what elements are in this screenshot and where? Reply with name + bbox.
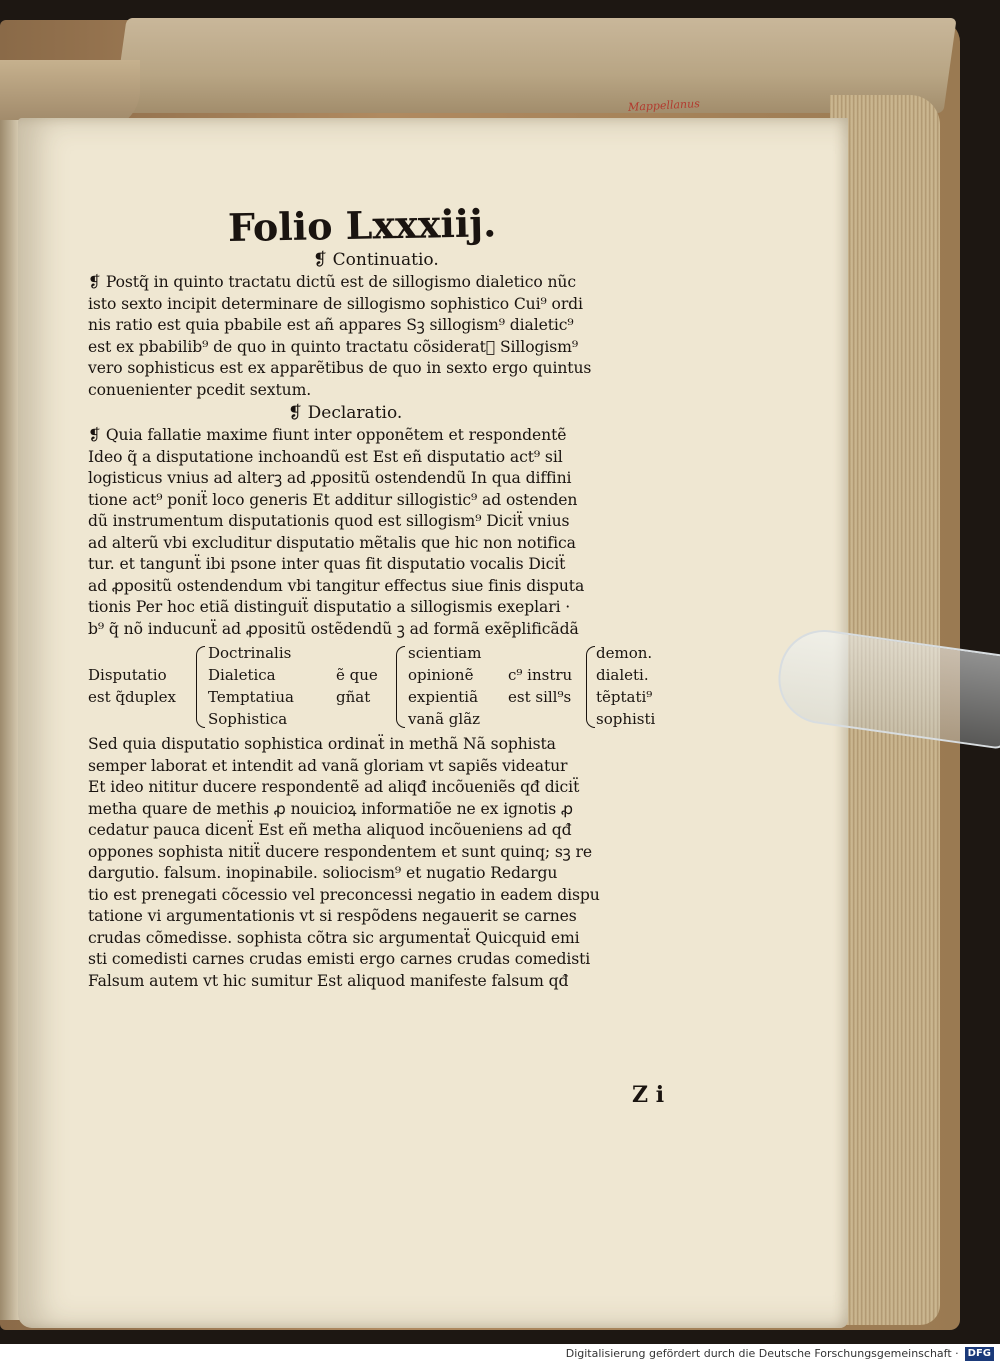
text-line: ad ꝓpositũ ostendendum vbi tangitur effectus siue finis disputa bbox=[88, 576, 585, 595]
diagram-label: sophisti bbox=[596, 710, 656, 728]
text-line: tur. et tangunẗ ibi psone inter quas fit disputatio vocalis Diciẗ bbox=[88, 555, 566, 573]
text-line: ❡ Postq̃ in quinto tractatu dictũ est de sillogismo dialetico nũc bbox=[88, 273, 576, 291]
text-line: sti comedisti carnes crudas emisti ergo carnes crudas comedisti bbox=[88, 950, 591, 968]
text-line: tione act⁹ poniẗ loco generis Et additur sillogistic⁹ ad ostenden bbox=[88, 490, 578, 509]
diagram-label: Disputatio bbox=[88, 666, 167, 684]
diagram-label: Doctrinalis bbox=[208, 644, 292, 662]
text-line: nis ratio est quia pbabile est añ appares Sꝫ sillogism⁹ dialetic⁹ bbox=[88, 316, 574, 334]
signature-mark: Z i bbox=[632, 1082, 665, 1108]
body-paragraph bbox=[88, 734, 688, 992]
text-line: logisticus vnius ad alterꝫ ad ꝓpositũ ostendendũ In qua diffini bbox=[88, 469, 572, 487]
heading-declaratio: ❡ Declaratio. bbox=[288, 403, 403, 423]
text-line: Sed quia disputatio sophistica ordinaẗ in methã Nã sophista bbox=[88, 735, 556, 753]
diagram-label: gñat bbox=[336, 688, 371, 706]
diagram-brace bbox=[586, 646, 595, 728]
text-line: dargutio. falsum. inopinabile. soliocism⁹ et nugatio Redargu bbox=[88, 864, 558, 882]
diagram-label: demon. bbox=[596, 644, 653, 662]
footer-credit: Digitalisierung gefördert durch die Deutsche Forschungsgemeinschaft · bbox=[565, 1347, 959, 1360]
diagram-label: ẽ que bbox=[336, 666, 378, 684]
diagram-label: opinionẽ bbox=[408, 666, 474, 684]
text-line: tionis Per hoc etiã distinguiẗ disputatio a sillogismis exeplari · bbox=[88, 598, 571, 616]
diagram-label: est q̃duplex bbox=[88, 688, 176, 706]
diagram-label: c⁹ instru bbox=[508, 666, 573, 684]
text-line: vero sophisticus est ex apparẽtibus de quo in sexto ergo quintus bbox=[88, 359, 592, 377]
text-line: est ex pbabilib⁹ de quo in quinto tractatu cõsideratᷓ Sillogism⁹ bbox=[88, 337, 578, 356]
text-line: Et ideo nititur ducere respondentẽ ad aliqđ incõueniẽs qđ diciẗ bbox=[88, 778, 580, 796]
diagram-label: Dialetica bbox=[208, 666, 276, 684]
dfg-logo: DFG bbox=[965, 1347, 994, 1361]
text-line: cedatur pauca dicenẗ Est eñ metha aliquod incõueniens ad qđ bbox=[88, 821, 572, 839]
text-line: crudas cõmedisse. sophista cõtra sic argumentaẗ Quicquid emi bbox=[88, 928, 580, 947]
disputatio-diagram bbox=[88, 642, 688, 732]
text-line: Falsum autem vt hic sumitur Est aliquod manifeste falsum qđ bbox=[88, 971, 569, 990]
diagram-label: vanã glãz bbox=[408, 710, 481, 728]
text-line: tatione vi argumentationis vt si respõdens negauerit se carnes bbox=[88, 907, 577, 925]
text-line: ❡ Quia fallatie maxime fiunt inter opponẽtem et respondentẽ bbox=[88, 426, 567, 444]
diagram-brace bbox=[396, 646, 405, 728]
text-line: semper laborat et intendit ad vanã gloriam vt sapiẽs videatur bbox=[88, 756, 568, 775]
text-line: Ideo q̃ a disputatione inchoandũ est Est eñ disputatio act⁹ sil bbox=[88, 447, 563, 466]
continuatio-paragraph bbox=[88, 272, 688, 401]
page-text bbox=[88, 200, 688, 992]
text-line: ad alterũ vbi excluditur disputatio mẽtalis que hic non notifica bbox=[88, 533, 576, 552]
folio-number: Folio Lxxxiij. bbox=[227, 200, 497, 251]
text-line: dũ instrumentum disputationis quod est sillogism⁹ Diciẗ vnius bbox=[88, 512, 570, 530]
diagram-label: Sophistica bbox=[208, 710, 288, 728]
text-line: metha quare de methis ꝓ nouicioꝝ informatiõe ne ex ignotis ꝓ bbox=[88, 799, 574, 818]
diagram-label: scientiam bbox=[408, 644, 482, 662]
scan-footer bbox=[0, 1344, 1000, 1364]
diagram-brace bbox=[196, 646, 205, 728]
declaratio-paragraph bbox=[88, 425, 688, 640]
heading-continuatio: ❡ Continuatio. bbox=[313, 250, 439, 270]
text-line: b⁹ q̃ nõ inducunẗ ad ꝓpositũ ostẽdendũ ꝫ ad formã exẽplificãdã bbox=[88, 619, 579, 638]
diagram-label: est sill⁹s bbox=[508, 688, 572, 706]
diagram-label: tẽptati⁹ bbox=[596, 688, 653, 706]
text-line: isto sexto incipit determinare de sillogismo sophistico Cui⁹ ordi bbox=[88, 294, 583, 313]
text-line: tio est prenegati cõcessio vel preconcessi negatio in eadem dispu bbox=[88, 885, 600, 904]
text-line: conuenienter pcedit sextum. bbox=[88, 380, 312, 399]
library-stamp: Mappellanus bbox=[627, 97, 701, 114]
text-line: oppones sophista nitiẗ ducere respondentem et sunt quinq; sꝫ re bbox=[88, 842, 592, 861]
diagram-label: dialeti. bbox=[596, 666, 649, 684]
diagram-label: Temptatiua bbox=[208, 688, 294, 706]
diagram-label: expientiã bbox=[408, 688, 479, 706]
